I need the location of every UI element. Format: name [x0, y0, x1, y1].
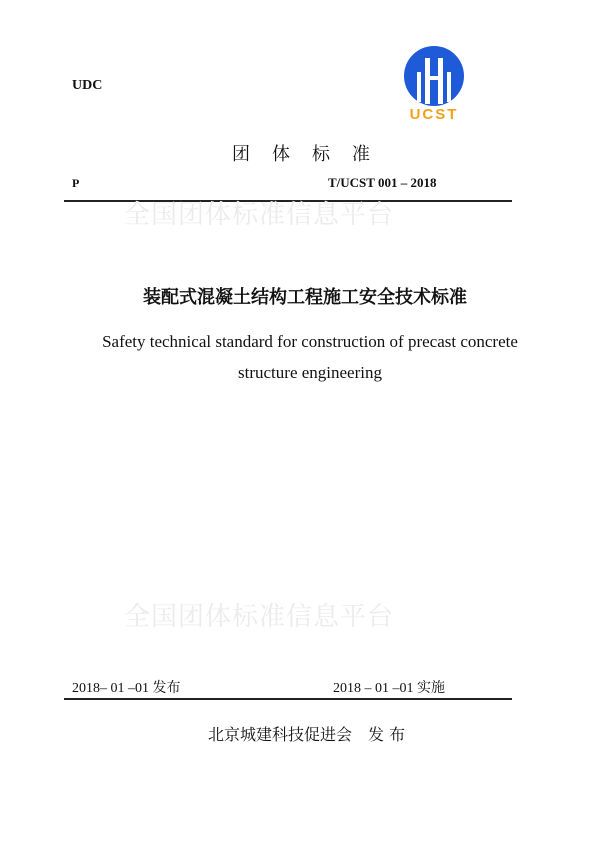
- publisher: 北京城建科技促进会 发 布: [208, 725, 406, 744]
- title-chinese: 装配式混凝土结构工程施工安全技术标准: [143, 287, 467, 308]
- logo-emblem-icon: [398, 46, 470, 106]
- issue-date: 2018– 01 –01 发布: [72, 681, 181, 696]
- title-english: Safety technical standard for construction of precast concrete structure engineering: [102, 332, 518, 382]
- standard-code: T/UCST 001 – 2018: [328, 175, 437, 190]
- standard-category: 团体标准: [232, 144, 392, 165]
- watermark: 全国团体标准信息平台: [124, 200, 395, 230]
- ucst-logo: [398, 46, 470, 126]
- logo-text: UCST: [409, 106, 459, 123]
- footer-divider: [64, 698, 512, 700]
- effective-date: 2018 – 01 –01 实施: [333, 681, 445, 696]
- udc-label: UDC: [72, 78, 103, 93]
- watermark: 全国团体标准信息平台: [124, 602, 395, 632]
- classification-code: P: [72, 176, 80, 190]
